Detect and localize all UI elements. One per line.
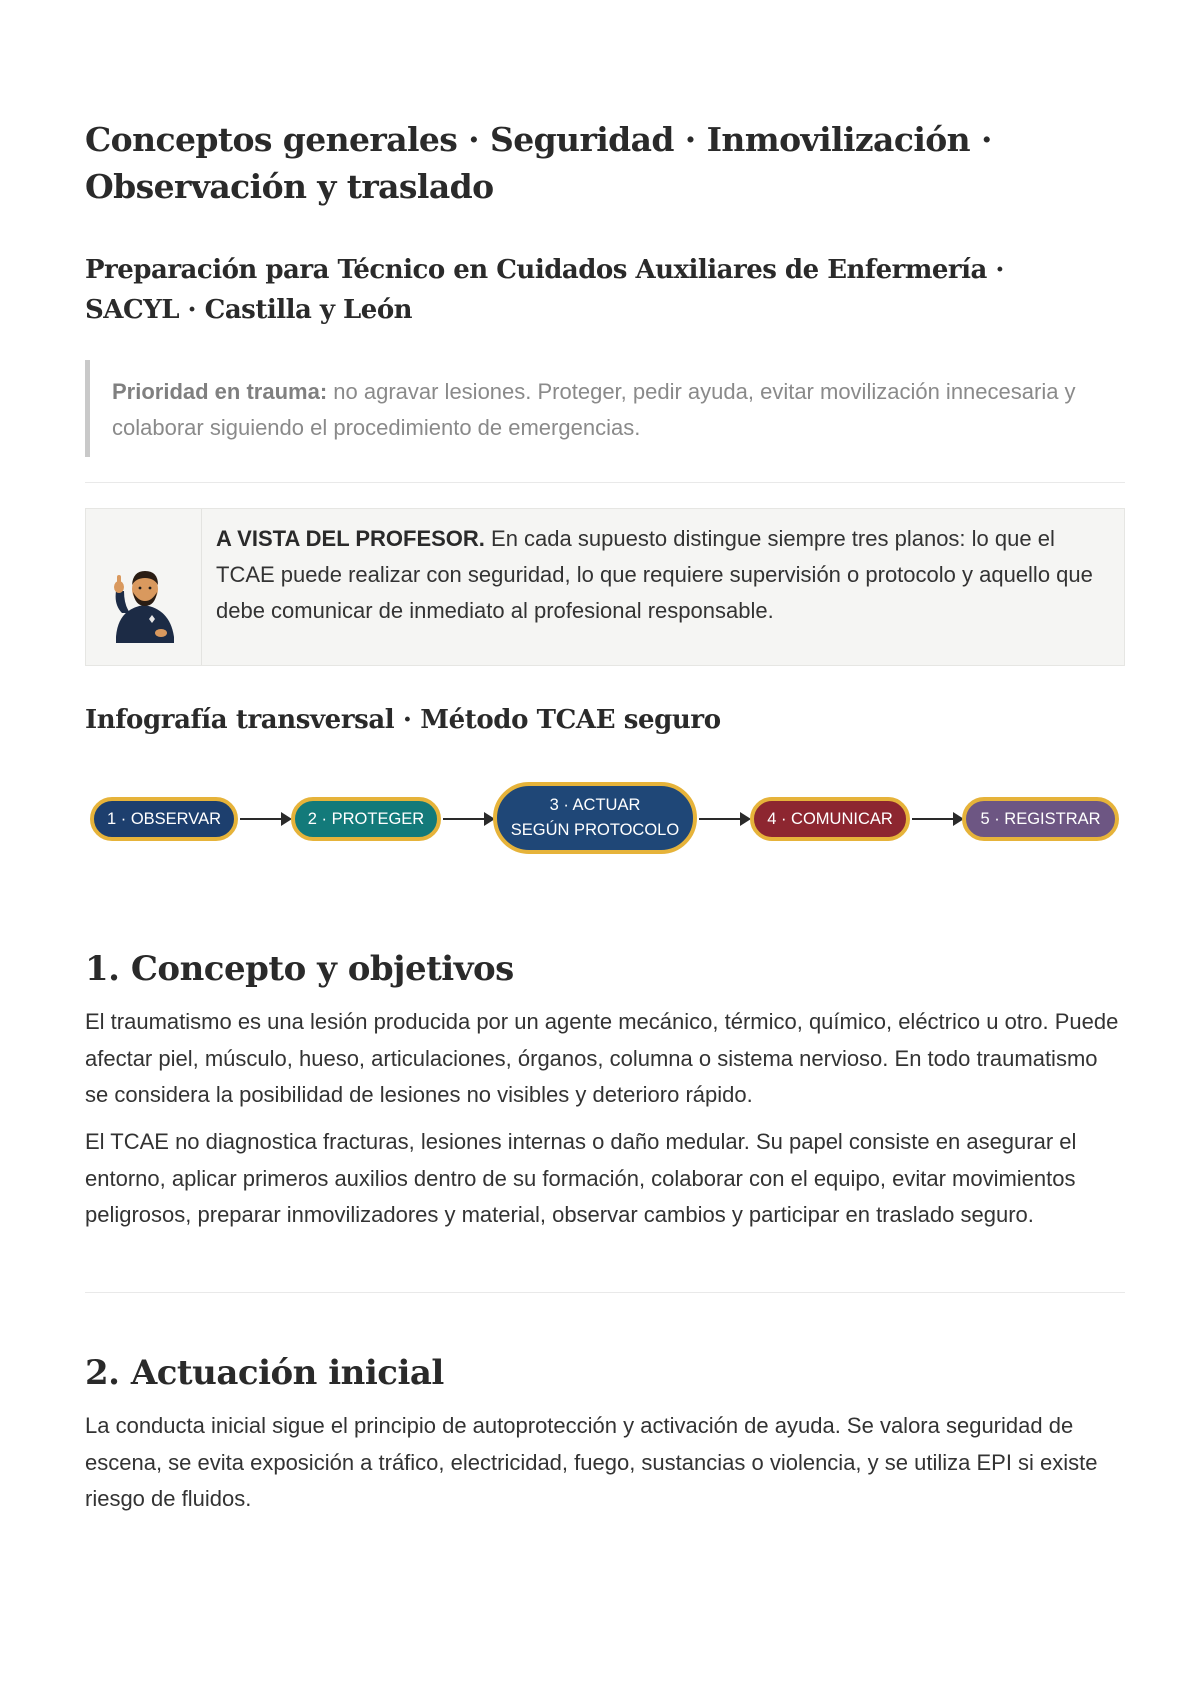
arrow-icon: [240, 818, 290, 820]
professor-note-body: En cada supuesto distingue siempre tres planos: lo que el TCAE puede realizar con seguridad, lo que requiere supervisión o protocolo y aquello que debe comunicar de inmediato al profesional responsable.: [216, 526, 1093, 623]
method-flow-diagram: [85, 775, 1125, 875]
section-heading: 2. Actuación inicial: [85, 1353, 444, 1393]
divider: [85, 482, 1125, 483]
priority-label: Prioridad en trauma:: [112, 379, 328, 404]
section-paragraph: La conducta inicial sigue el principio de autoprotección y activación de ayuda. Se valora seguridad de escena, se evita exposición a tráfico, electricidad, fuego, sustancias o violencia, y se utiliza EPI si existe riesgo de fluidos.: [85, 1413, 1098, 1511]
arrow-icon: [443, 818, 493, 820]
infographic-title: Infografía transversal · Método TCAE seguro: [85, 705, 721, 735]
section-paragraph: El TCAE no diagnostica fracturas, lesiones internas o daño medular. Su papel consiste en asegurar el entorno, aplicar primeros auxilios dentro de su formación, colaborar con el equipo, evitar movimientos peligrosos, preparar inmovilizadores y material, observar cambios y participar en traslado seguro.: [85, 1129, 1077, 1227]
divider: [85, 1292, 1125, 1293]
step-label: 2 · PROTEGER: [307, 809, 425, 828]
professor-note-box: [85, 508, 1125, 666]
step-registrar: [962, 797, 1119, 841]
page-subtitle: Preparación para Técnico en Cuidados Auxiliares de Enfermería · SACYL · Castilla y León: [85, 255, 1004, 325]
arrow-icon: [699, 818, 749, 820]
step-label: 4 · COMUNICAR: [767, 809, 893, 828]
section-paragraph: El traumatismo es una lesión producida por un agente mecánico, térmico, químico, eléctrico u otro. Puede afectar piel, músculo, hueso, articulaciones, órganos, columna o sistema nervioso. En todo traumatismo se considera la posibilidad de lesiones no visibles y deterioro rápido.: [85, 1009, 1119, 1107]
step-actuar: [493, 782, 697, 854]
page-title: Conceptos generales · Seguridad · Inmovilización · Observación y traslado: [85, 120, 992, 206]
priority-text: no agravar lesiones. Proteger, pedir ayuda, evitar movilización innecesaria y colaborar siguiendo el procedimiento de emergencias.: [112, 379, 1076, 440]
avatar: [86, 509, 202, 665]
step-label: 5 · REGISTRAR: [980, 809, 1101, 828]
professor-note-text: [216, 521, 1116, 629]
step-proteger: [291, 797, 441, 841]
priority-callout: [85, 360, 1125, 457]
professor-note-label: A VISTA DEL PROFESOR.: [216, 526, 485, 551]
step-label-line1: 3 · ACTUAR: [549, 796, 641, 814]
step-label-line2: SEGÚN PROTOCOLO: [510, 821, 680, 839]
arrow-icon: [912, 818, 962, 820]
step-label: 1 · OBSERVAR: [106, 809, 221, 828]
section-heading: 1. Concepto y objetivos: [85, 949, 514, 989]
professor-avatar-icon: [86, 509, 202, 665]
step-comunicar: [750, 797, 910, 841]
step-observar: [90, 797, 238, 841]
